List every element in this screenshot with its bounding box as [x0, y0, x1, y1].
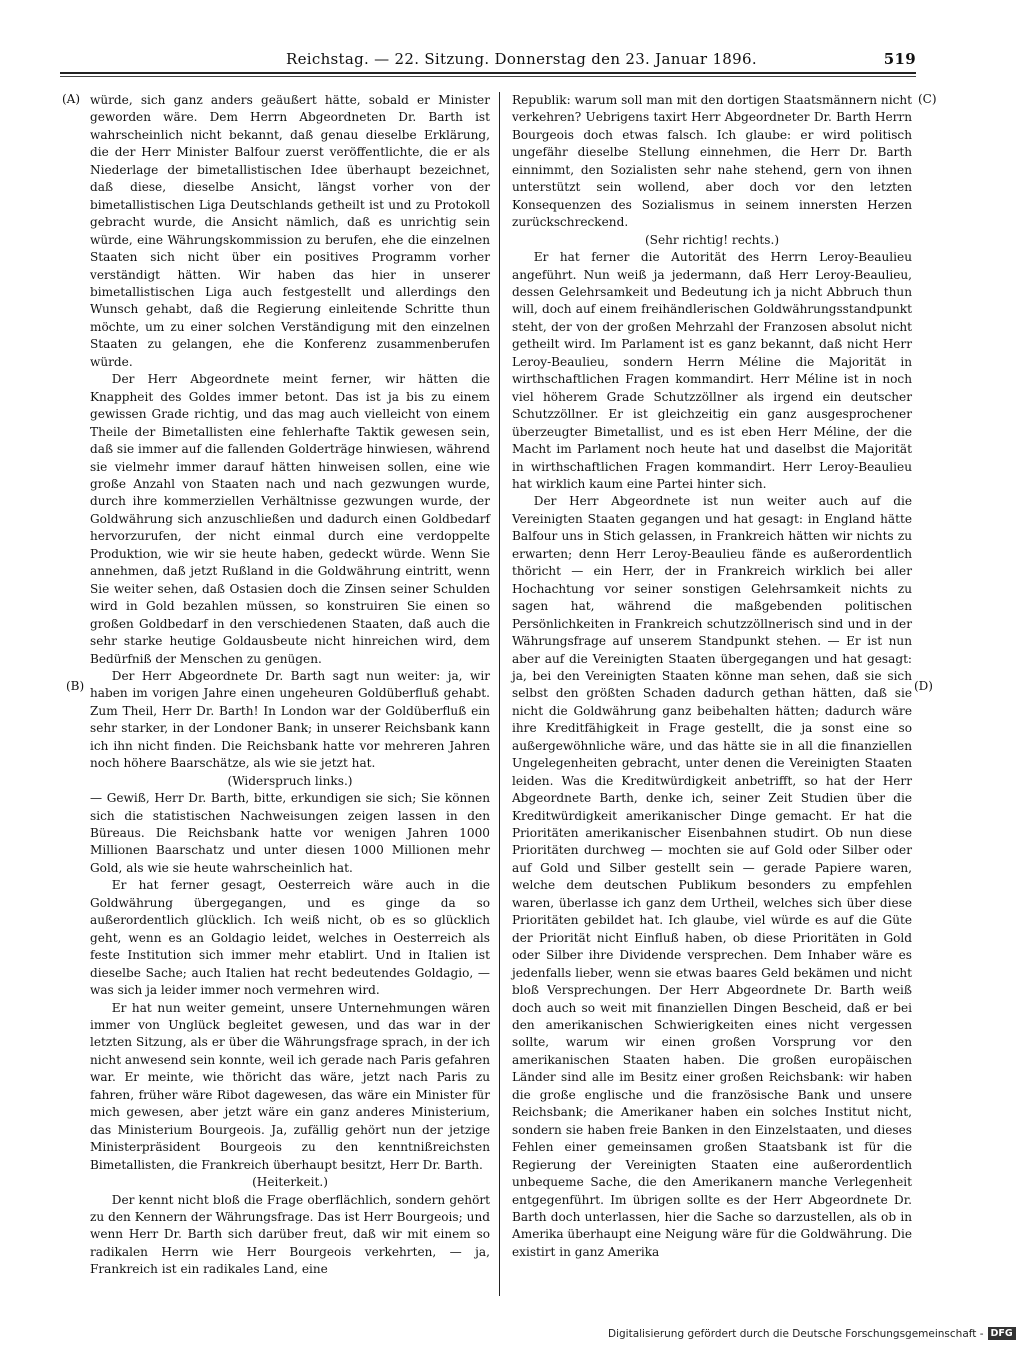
- paragraph: Er hat ferner die Autorität des Herrn Leroy-Beaulieu angeführt. Nun weiß ja jedermann, daß Herr Leroy-Beaulieu, dessen Gelehrsamkeit und Bedeutung ich ja nicht Abbruch thun will, doch auf einem freihändlerischen Goldwährungsstandpunkt steht, der von der großen Mehrzahl der Franzosen absolut nicht getheilt wird. Im Parlament ist es ganz bekannt, daß nicht Herr Leroy-Beaulieu, sondern Herrn Méline die Majorität in wirthschaftlichen Fragen kommandirt. Herr Méline ist in noch viel höherem Grade Schutzzöllner als irgend ein deutscher Schutzzöllner. Er ist gleichzeitig ein ganz ausgesprochener überzeugter Bimetallist, und es ist eben Herr Méline, der die Macht im Parlament noch heute hat und daselbst die Majorität in wirthschaftlichen Fragen kommandirt. Herr Leroy-Beaulieu hat wirklich kaum eine Partei hinter sich.: [512, 250, 912, 491]
- column-divider: [499, 92, 500, 1296]
- paragraph: Der Herr Abgeordnete Dr. Barth sagt nun weiter: ja, wir haben im vorigen Jahre einen ungeheuren Goldüberfluß gehabt. Zum Theil, Herr Dr. Barth! In London war der Goldüberfluß ein sehr starker, in der Londoner Bank; in unserer Reichsbank kann ich ihn nicht finden. Die Reichsbank hatte vor mehreren Jahren noch höhere Baarschätze, als wie sie jetzt hat.: [90, 668, 490, 771]
- paragraph: würde, sich ganz anders geäußert hätte, sobald er Minister geworden wäre. Dem Herrn Abgeordneten Dr. Barth ist wahrscheinlich nicht bekannt, daß genau dieselbe Erklärung, die der Herr Minister Balfour zuerst veröffentlichte, die er als Niederlage der bimetallistischen Idee überhaupt bezeichnet, daß diese, dieselbe Ansicht, längst vorher von der bimetallistischen Liga Deutschlands getheilt ist und zu Protokoll gebracht wurde, die Ansicht nämlich, daß es unrichtig sein würde, eine Währungskommission zu berufen, ehe die einzelnen Staaten sich nicht über ein positives Programm vorher verständigt hätten. Wir haben das hier in unserer bimetallistischen Liga auch festgestellt und allerdings den Wunsch gehabt, daß die Regierung einleitende Schritte thun möchte, um zu einer solchen Verständigung mit den einzelnen Staaten zu gelangen, ehe die Konferenz zusammenberufen würde.: [90, 93, 490, 369]
- margin-mark-b: (B): [66, 679, 85, 693]
- paragraph: — Gewiß, Herr Dr. Barth, bitte, erkundigen sie sich; Sie können sich die statistischen Nachweisungen zeigen lassen in den Büreaus. Die Reichsbank hatte vor wenigen Jahren 1000 Millionen Baarschatz und unter diesen 1000 Millionen mehr Gold, als wie sie heute wahrscheinlich hat.: [90, 791, 490, 875]
- paragraph: Er hat ferner gesagt, Oesterreich wäre auch in die Goldwährung übergegangen, und es ginge da so außerordentlich glücklich. Ich weiß nicht, ob es so glücklich geht, wenn es an Goldagio leidet, welches in Oesterreich als feste Institution sich immer mehr etablirt. Und in Italien ist dieselbe Sache; auch Italien hat recht bedeutendes Goldagio, — was sich ja leider immer noch vermehren wird.: [90, 878, 490, 998]
- margin-mark-d: (D): [914, 679, 933, 693]
- dfg-logo: DFG: [988, 1327, 1016, 1340]
- margin-mark-c: (C): [918, 92, 937, 106]
- right-column: [512, 92, 912, 1302]
- interjection: (Widerspruch links.): [227, 773, 353, 788]
- paragraph: Der Herr Abgeordnete meint ferner, wir hätten die Knappheit des Goldes immer betont. Das ist ja bis zu einem gewissen Grade richtig, und das mag auch vielleicht von einem Theile der Bimetallisten eine fehlerhafte Taktik gewesen sein, daß sie immer auf die fallenden Golderträge hinwiesen, während sie vielmehr immer darauf hätten hinweisen sollen, eine wie große Anzahl von Staaten nach und nach gezwungen wurde, durch ihre kommerziellen Verhältnisse gezwungen wurde, der Goldwährung sich anzuschließen und dadurch einen Goldbedarf hervorzurufen, der nicht einmal durch eine verdoppelte Produktion, wie wir sie heute haben, gedeckt würde. Wenn Sie annehmen, daß jetzt Rußland in die Goldwährung eintritt, wenn Sie weiter sehen, daß Ostasien doch die Zinsen seiner Schulden wird in Gold bezahlen müssen, so konstruiren Sie einen so großen Goldbedarf in den verschiedenen Staaten, daß auch die sehr starke heutige Goldausbeute nicht hinreichen wird, dem Bedürfniß der Menschen zu genügen.: [90, 372, 490, 666]
- running-title: Reichstag. — 22. Sitzung. Donnerstag den 23. Januar 1896.: [286, 50, 757, 68]
- digitization-credit: [608, 1327, 1016, 1343]
- interjection: (Sehr richtig! rechts.): [644, 232, 780, 247]
- header-rule: [60, 72, 916, 74]
- paragraph: Der kennt nicht bloß die Frage oberflächlich, sondern gehört zu den Kennern der Währungsfrage. Das ist Herr Bourgeois; und wenn Herr Dr. Barth sich darüber freut, daß wir mit einem so radikalen Herrn wie Herr Bourgeois verkehrten, — ja, Frankreich ist ein radikales Land, eine: [90, 1192, 490, 1277]
- paragraph: Der Herr Abgeordnete ist nun weiter auch auf die Vereinigten Staaten gegangen und hat gesagt: in England hätte Balfour uns in Stich gelassen, in Frankreich hätten wir nichts zu erwarten; denn Herr Leroy-Beaulieu fände es außerordentlich thöricht — ein Herr, der in Frankreich wirklich bei aller Hochachtung vor seiner sonstigen Gelehrsamkeit nichts zu sagen hat, während die maßgebenden politischen Persönlichkeiten in Frankreich schutzzöllnerisch sind und in der Währungsfrage auf unserem Standpunkt stehen. — Er ist nun aber auf die Vereinigten Staaten übergegangen und hat gesagt: ja, bei den Vereinigten Staaten könne man sehen, daß sie sich selbst den größten Schaden dadurch gethan hätten, daß sie nicht die Goldwährung ganz beibehalten hätten; dadurch wäre ihre Kreditfähigkeit in Frage gestellt, die ja sonst eine so außergewöhnliche wäre, und das hätte sie in all die finanziellen Ungelegenheiten gebracht, unter denen die Vereinigten Staaten leiden. Was die Kreditwürdigkeit anbetrifft, so hat der Herr Abgeordnete Barth, denke ich, seiner Zeit Studien über die Kreditwürdigkeit amerikanischer Dinge gemacht. Er hat die Prioritäten amerikanischer Eisenbahnen studirt. Ob nun diese Prioritäten durchweg — mochten sie auf Gold oder Silber oder auf Gold und Silber gestellt sein — gerade Papiere waren, welche dem deutschen Publikum besonders zu empfehlen waren, überlasse ich ganz dem Urtheil, welches sich über diese Prioritäten gebildet hat. Ich glaube, viel würde es auf die Güte der Priorität nicht Einfluß haben, ob diese Prioritäten in Gold oder Silber ihre Dividende versprechen. Dem Inhaber wäre es jedenfalls lieber, wenn sie etwas baares Geld bekämen und nicht bloß Versprechungen. Der Herr Abgeordnete Dr. Barth weiß doch auch so weit mit finanziellen Dingen Bescheid, daß er bei den amerikanischen Schwierigkeiten eines nicht vergessen sollte, warum wir einen großen Vorsprung vor den amerikanischen Staaten haben. Die großen europäischen Länder sind alle im Besitz einer großen Reichsbank: wir haben die große englische und die französische Bank und unsere Reichsbank; die Amerikaner haben ein solches Institut nicht, sondern sie haben freie Banken in den Einzelstaaten, und dieses Fehlen einer gemeinsamen großen Staatsbank ist für die Regierung der Vereinigten Staaten eine außerordentlich unbequeme Sache, die den Amerikanern manche Verlegenheit entgegenführt. Im übrigen sollte es der Herr Abgeordnete Dr. Barth doch unterlassen, hier die Sache so darzustellen, als ob in Amerika überhaupt eine Neigung wäre für die Goldwährung. Die existirt in ganz Amerika: [512, 494, 912, 1259]
- margin-mark-a: (A): [62, 92, 81, 106]
- page-header: [60, 50, 916, 72]
- interjection: (Heiterkeit.): [252, 1175, 328, 1190]
- credit-text: Digitalisierung gefördert durch die Deutsche Forschungsgemeinschaft -: [608, 1328, 984, 1340]
- header-rule-thin: [60, 76, 916, 77]
- paragraph: Er hat nun weiter gemeint, unsere Unternehmungen wären immer von Unglück begleitet gewesen, und das war in der letzten Sitzung, als er über die Währungsfrage sprach, in der ich nicht anwesend sein konnte, weil ich gerade nach Paris gefahren war. Er meinte, wie thöricht das wäre, jetzt nach Paris zu fahren, früher wäre Ribot dagewesen, das wäre ein Minister für mich gewesen, aber jetzt wäre ein ganz anderes Ministerium, das Ministerium Bourgeois. Ja, zufällig gehört nun der jetzige Ministerpräsident Bourgeois zu den kenntnißreichsten Bimetallisten, die Frankreich überhaupt besitzt, Herr Dr. Barth.: [90, 1000, 490, 1172]
- paragraph: Republik: warum soll man mit den dortigen Staatsmännern nicht verkehren? Uebrigens taxirt Herr Abgeordneter Dr. Barth Herrn Bourgeois doch etwas falsch. Ich glaube: er wird politisch ungefähr dieselbe Stellung einnehmen, die Herr Dr. Barth einnimmt, den Sozialisten sehr nahe stehend, gern von ihnen unterstützt sein wollend, aber doch vor den letzten Konsequenzen des Sozialismus in seinem innersten Herzen zurückschreckend.: [512, 93, 912, 230]
- page-number: 519: [883, 50, 916, 68]
- left-column: [90, 92, 490, 1302]
